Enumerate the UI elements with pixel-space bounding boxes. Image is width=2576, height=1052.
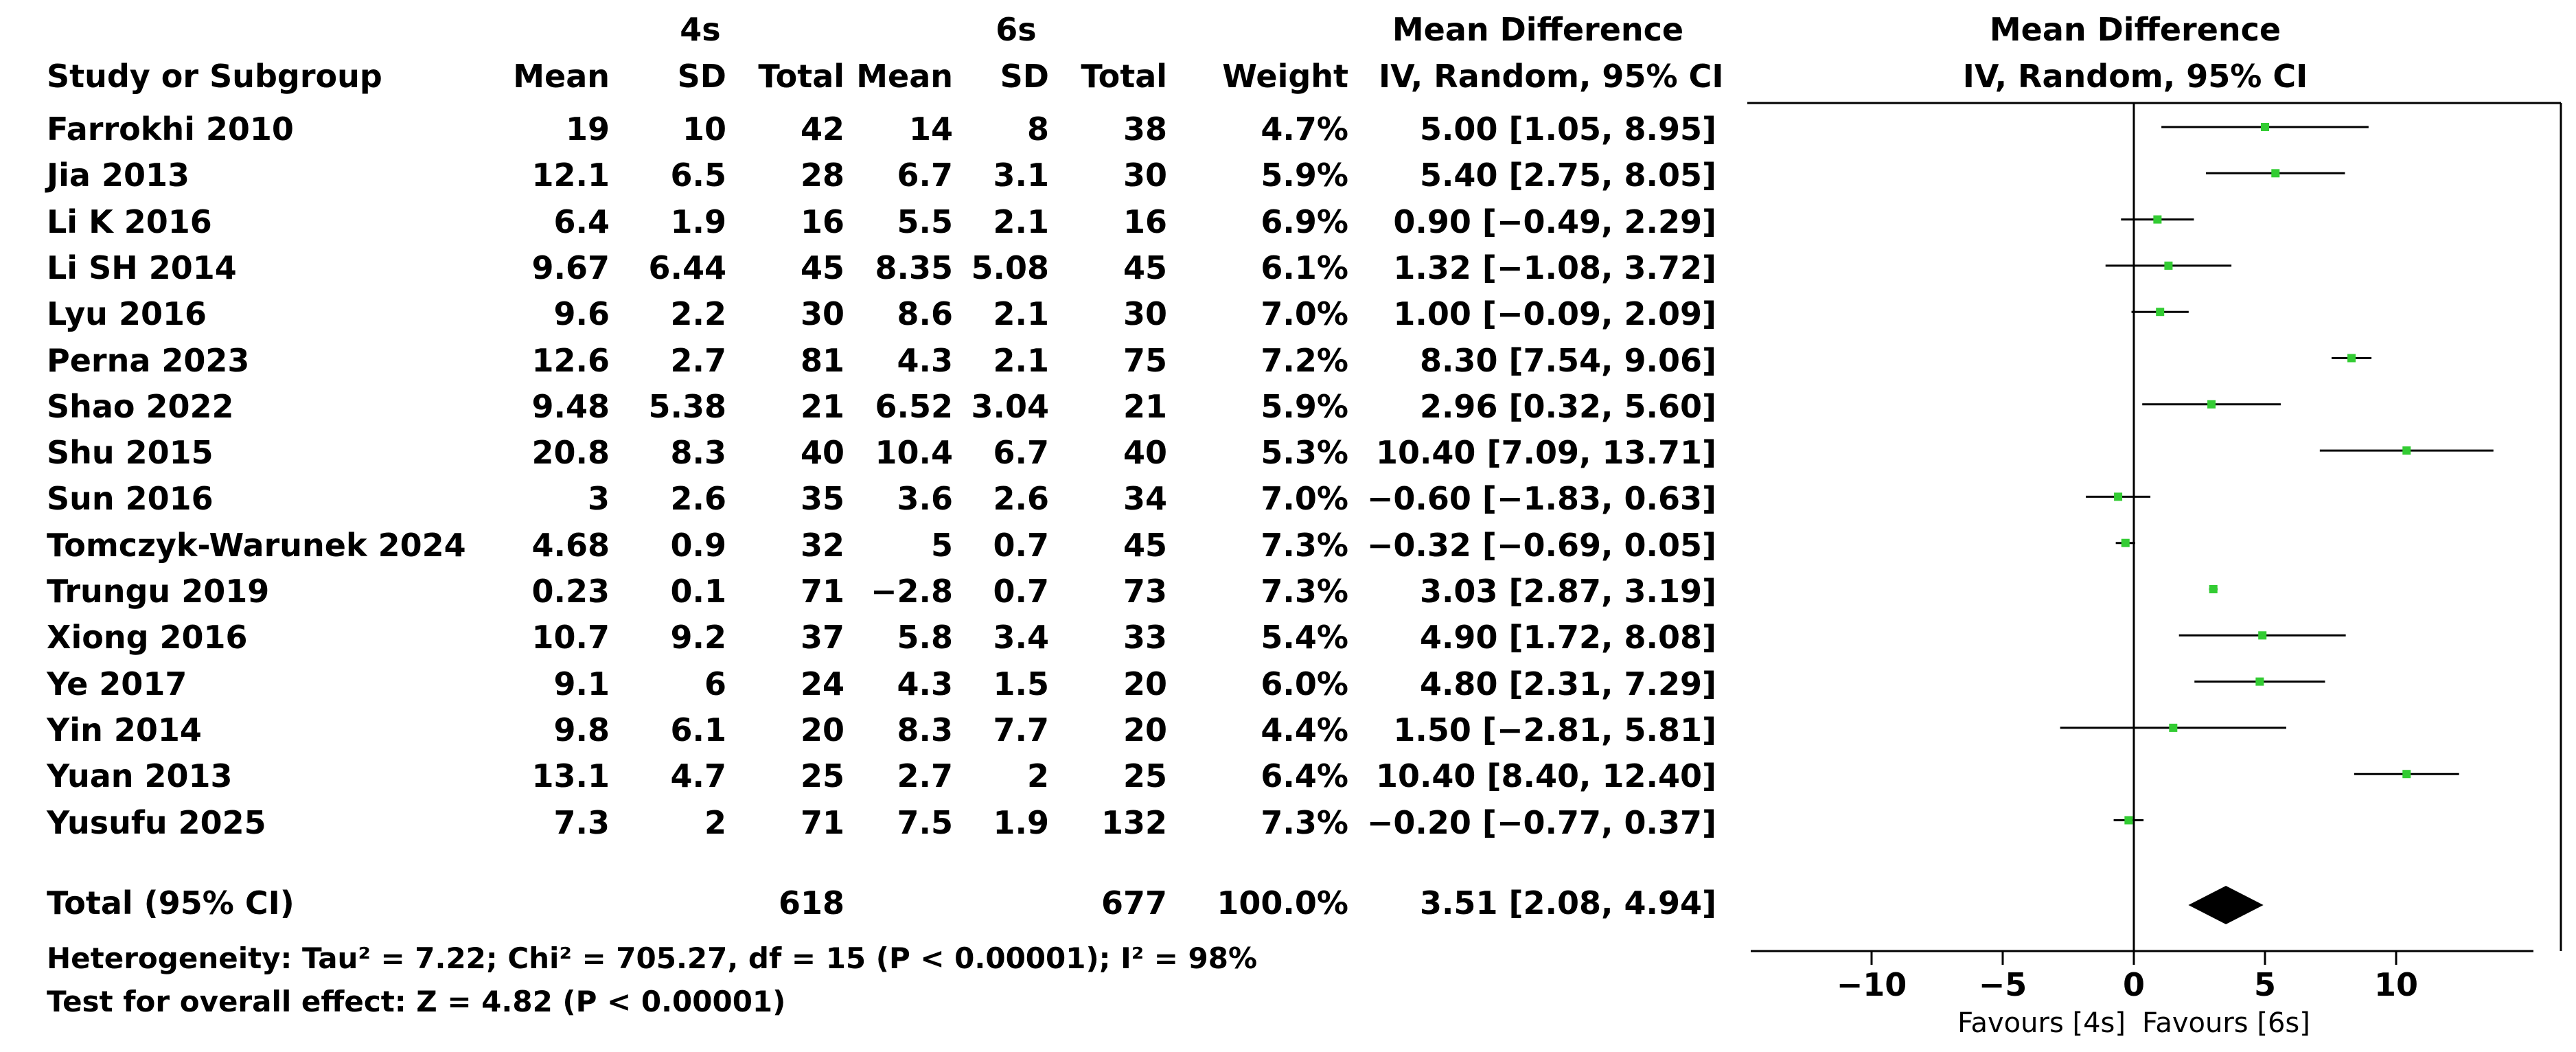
sd1-cell: 6.44 [648,249,726,286]
total1-cell: 16 [800,203,844,240]
total1-cell: 32 [800,526,844,564]
ci-cell: −0.32 [−0.69, 0.05] [1366,526,1716,564]
mean2-cell: 10.4 [875,434,953,472]
mean1-cell: 3 [587,480,610,518]
sd2-cell: 7.7 [993,711,1049,748]
total1-cell: 24 [800,665,844,702]
total1-cell: 25 [800,757,844,795]
x-tick-label: −10 [1836,966,1907,1003]
mean2-cell: 6.7 [897,157,953,194]
ci-cell: 0.90 [−0.49, 2.29] [1393,203,1716,240]
sd2-cell: 1.9 [993,803,1049,841]
sd2-cell: 6.7 [993,434,1049,472]
md-title-header: Mean Difference [1392,11,1684,48]
effect-point [2255,678,2264,686]
x-tick-label: 5 [2253,966,2277,1003]
effect-point [2402,446,2411,455]
weight-cell: 6.4% [1261,757,1348,795]
mean2-col-header: Mean [856,58,953,95]
total2-cell: 30 [1123,295,1167,333]
mean1-cell: 9.8 [553,711,610,748]
study-name: Trungu 2019 [47,573,270,610]
total2-col-header: Total [1081,58,1167,95]
mean1-cell: 10.7 [531,619,610,656]
effect-point [2153,216,2161,224]
effect-point [2209,585,2218,593]
sd1-cell: 6 [704,665,726,702]
ci-cell: 2.96 [0.32, 5.60] [1419,387,1716,425]
study-col-header: Study or Subgroup [47,58,382,95]
weight-cell: 7.0% [1261,480,1348,518]
weight-cell: 4.4% [1261,711,1348,748]
sd1-cell: 10 [682,111,726,148]
sd1-cell: 2.6 [670,480,726,518]
ci-cell: 3.03 [2.87, 3.19] [1419,573,1716,610]
total1-cell: 37 [800,619,844,656]
total1-cell: 42 [800,111,844,148]
study-name: Lyu 2016 [47,295,207,333]
mean1-cell: 12.1 [531,157,610,194]
effect-point [2271,169,2279,177]
mean1-cell: 13.1 [531,757,610,795]
effect-point [2124,816,2132,825]
study-name: Jia 2013 [47,157,189,194]
total1-cell: 35 [800,480,844,518]
group2-header: 6s [996,11,1037,48]
mean1-cell: 6.4 [553,203,610,240]
sd1-cell: 2 [704,803,726,841]
ci-cell: 1.50 [−2.81, 5.81] [1393,711,1716,748]
total1-cell: 40 [800,434,844,472]
weight-cell: 4.7% [1261,111,1348,148]
plot-sub-header: IV, Random, 95% CI [1962,58,2308,95]
sd2-cell: 3.4 [993,619,1049,656]
mean2-cell: 5.5 [897,203,953,240]
total-label: Total (95% CI) [47,884,295,922]
sd1-cell: 9.2 [670,619,726,656]
ci-cell: 1.32 [−1.08, 3.72] [1393,249,1716,286]
study-name: Li SH 2014 [47,249,237,286]
sd1-cell: 2.2 [670,295,726,333]
sd2-cell: 2.1 [993,341,1049,379]
total1-cell: 30 [800,295,844,333]
total1-cell: 21 [800,387,844,425]
weight-cell: 7.3% [1261,526,1348,564]
total2-cell: 132 [1101,803,1167,841]
sd2-cell: 5.08 [971,249,1049,286]
total1-cell: 20 [800,711,844,748]
mean2-cell: 2.7 [897,757,953,795]
total1-cell: 71 [800,803,844,841]
study-name: Xiong 2016 [47,619,248,656]
favours-right-label: Favours [6s] [2142,1007,2310,1039]
total2-cell: 20 [1123,711,1167,748]
total2-cell: 75 [1123,341,1167,379]
ci-cell: 8.30 [7.54, 9.06] [1419,341,1716,379]
total2-cell: 45 [1123,526,1167,564]
study-name: Sun 2016 [47,480,214,518]
total2-cell: 21 [1123,387,1167,425]
effect-point [2169,724,2177,732]
favours-left-label: Favours [4s] [1957,1007,2126,1039]
mean1-cell: 19 [565,111,610,148]
mean1-cell: 0.23 [531,573,610,610]
ci-cell: 10.40 [7.09, 13.71] [1375,434,1716,472]
x-tick-label: 0 [2122,966,2146,1003]
mean1-cell: 4.68 [531,526,610,564]
weight-cell: 7.2% [1261,341,1348,379]
mean2-cell: 3.6 [897,480,953,518]
mean2-cell: 4.3 [897,665,953,702]
pooled-diamond [2188,886,2263,924]
total2-cell: 25 [1123,757,1167,795]
study-name: Shu 2015 [47,434,214,472]
study-name: Ye 2017 [47,665,187,702]
sd1-cell: 5.38 [648,387,726,425]
sd2-cell: 2 [1026,757,1049,795]
x-tick-label: 10 [2373,966,2419,1003]
ci-cell: 5.40 [2.75, 8.05] [1419,157,1716,194]
mean1-cell: 9.48 [531,387,610,425]
sd1-cell: 8.3 [670,434,726,472]
effect-point [2261,123,2269,131]
sd2-cell: 2.1 [993,295,1049,333]
total2-cell: 38 [1123,111,1167,148]
weight-cell: 6.0% [1261,665,1348,702]
total1-cell: 81 [800,341,844,379]
effect-point [2121,539,2130,547]
total1-col-header: Total [758,58,844,95]
total2-cell: 20 [1123,665,1167,702]
sd1-cell: 1.9 [670,203,726,240]
weight-cell: 7.0% [1261,295,1348,333]
study-name: Li K 2016 [47,203,212,240]
mean1-cell: 20.8 [531,434,610,472]
study-name: Perna 2023 [47,341,250,379]
weight-cell: 7.3% [1261,803,1348,841]
sd2-col-header: SD [1000,58,1049,95]
md-sub-header: IV, Random, 95% CI [1379,58,1724,95]
sd2-cell: 8 [1026,111,1049,148]
mean1-cell: 9.67 [531,249,610,286]
mean2-cell: 14 [908,111,953,148]
weight-cell: 5.3% [1261,434,1348,472]
mean2-cell: 5 [930,526,953,564]
ci-cell: 10.40 [8.40, 12.40] [1375,757,1716,795]
sd2-cell: 0.7 [993,526,1049,564]
effect-point [2402,770,2411,778]
mean1-cell: 9.6 [553,295,610,333]
mean2-cell: 4.3 [897,341,953,379]
weight-cell: 6.1% [1261,249,1348,286]
mean2-cell: 8.3 [897,711,953,748]
mean2-cell: 8.6 [897,295,953,333]
sd2-cell: 1.5 [993,665,1049,702]
effect-point [2347,354,2356,363]
study-name: Tomczyk-Warunek 2024 [47,526,466,564]
study-name: Yusufu 2025 [47,803,266,841]
weight-col-header: Weight [1222,58,1348,95]
plot-title-header: Mean Difference [1989,11,2281,48]
mean1-cell: 7.3 [553,803,610,841]
total1-cell: 71 [800,573,844,610]
sd1-cell: 2.7 [670,341,726,379]
heterogeneity-text: Heterogeneity: Tau² = 7.22; Chi² = 705.27, df = 15 (P < 0.00001); I² = 98% [47,941,1258,975]
x-tick-label: −5 [1978,966,2027,1003]
effect-point [2258,631,2266,639]
study-name: Yin 2014 [47,711,202,748]
ci-cell: 1.00 [−0.09, 2.09] [1393,295,1716,333]
study-name: Yuan 2013 [47,757,233,795]
total2-cell: 73 [1123,573,1167,610]
sd2-cell: 2.1 [993,203,1049,240]
total1-cell: 45 [800,249,844,286]
sd1-cell: 0.9 [670,526,726,564]
total2-cell: 16 [1123,203,1167,240]
mean1-cell: 12.6 [531,341,610,379]
sd1-cell: 6.1 [670,711,726,748]
effect-point [2207,400,2216,409]
effect-point [2164,262,2172,270]
sd2-cell: 2.6 [993,480,1049,518]
ci-cell: −0.60 [−1.83, 0.63] [1366,480,1716,518]
sd1-cell: 4.7 [670,757,726,795]
weight-cell: 5.9% [1261,157,1348,194]
total2-cell: 33 [1123,619,1167,656]
ci-cell: 4.80 [2.31, 7.29] [1419,665,1716,702]
ci-cell: 5.00 [1.05, 8.95] [1419,111,1716,148]
total1-cell: 28 [800,157,844,194]
weight-cell: 5.9% [1261,387,1348,425]
sd1-col-header: SD [677,58,726,95]
effect-point [2114,492,2122,501]
mean1-col-header: Mean [513,58,610,95]
total2-cell: 40 [1123,434,1167,472]
study-name: Farrokhi 2010 [47,111,294,148]
mean2-cell: 8.35 [875,249,953,286]
sd2-cell: 0.7 [993,573,1049,610]
group1-header: 4s [680,11,721,48]
sd1-cell: 0.1 [670,573,726,610]
mean2-cell: −2.8 [870,573,953,610]
study-name: Shao 2022 [47,387,234,425]
total-ci: 3.51 [2.08, 4.94] [1419,884,1716,922]
total2-cell: 30 [1123,157,1167,194]
total2-cell: 34 [1123,480,1167,518]
effect-point [2156,308,2164,316]
mean2-cell: 6.52 [875,387,953,425]
weight-cell: 7.3% [1261,573,1348,610]
ci-cell: −0.20 [−0.77, 0.37] [1366,803,1716,841]
weight-cell: 5.4% [1261,619,1348,656]
ci-cell: 4.90 [1.72, 8.08] [1419,619,1716,656]
total2-cell: 45 [1123,249,1167,286]
sd2-cell: 3.04 [971,387,1049,425]
total-n2: 677 [1101,884,1167,922]
mean2-cell: 5.8 [897,619,953,656]
overall-effect-text: Test for overall effect: Z = 4.82 (P < 0.00001) [47,985,786,1018]
mean1-cell: 9.1 [553,665,610,702]
total-weight: 100.0% [1217,884,1348,922]
sd2-cell: 3.1 [993,157,1049,194]
total-n1: 618 [778,884,844,922]
sd1-cell: 6.5 [670,157,726,194]
mean2-cell: 7.5 [897,803,953,841]
weight-cell: 6.9% [1261,203,1348,240]
